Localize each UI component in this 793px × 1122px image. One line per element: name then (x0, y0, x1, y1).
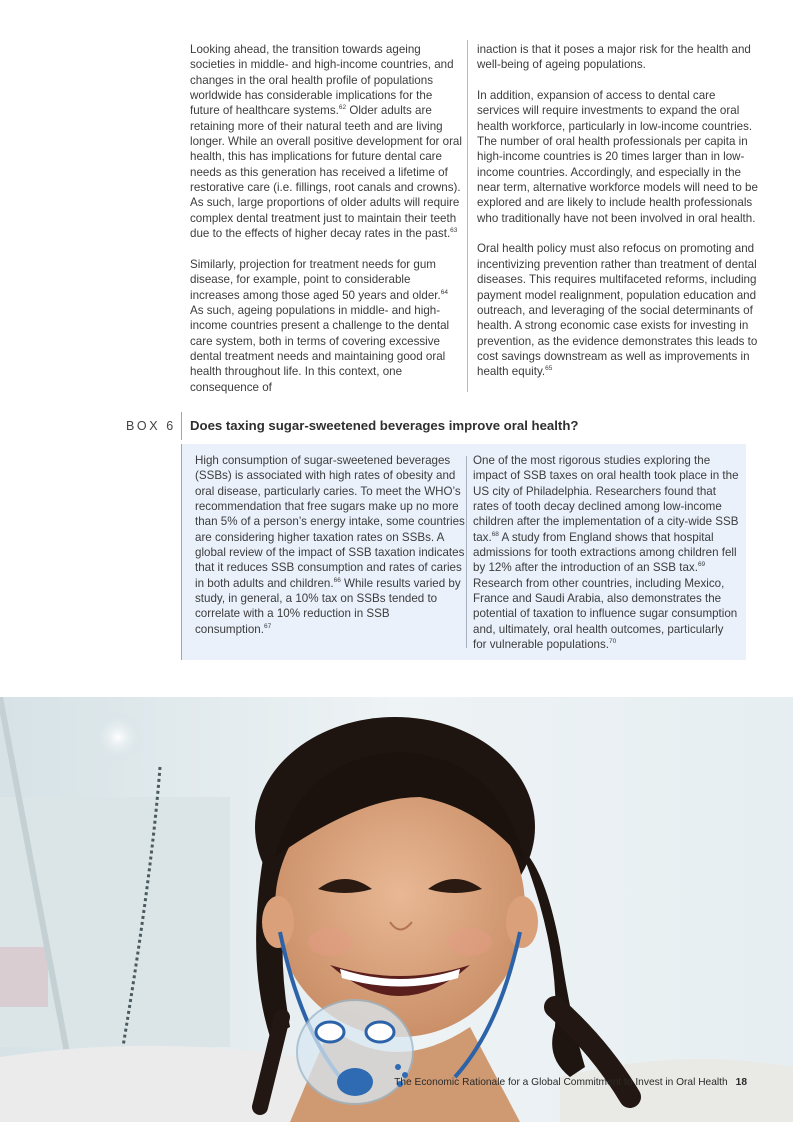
main-column-left (190, 42, 462, 395)
box-label-divider (181, 412, 182, 440)
paragraph: In addition, expansion of access to dental care services will require investments to expand the oral health workforce, particularly in low-income countries. The number of oral health professionals per capita in high-income countries is 20 times larger than in low-income countries. Accordingly, and especially in the near term, alternative workforce models will need to be explored and are likely to include health professionals who traditionally have not been involved in oral health. (477, 89, 758, 225)
box-panel (181, 444, 746, 660)
paragraph: Looking ahead, the transition towards ageing societies in middle- and high-income countries, and changes in the oral health profile of populations worldwide has considerable implications for the future of healthcare systems.$^{62}$ Older adults are retaining more of their natural teeth and are living longer. While an overall positive development for oral health, this has implications for future dental care needs as this generation has received a lifetime of restorative care (i.e. fillings, root canals and crowns). As such, large proportions of older adults will require complex dental treatment just to maintain their teeth due to the effects of higher decay rates in the past.$^{63}$ (190, 43, 462, 241)
box-column-right: One of the most rigorous studies exploring the impact of SSB taxes on oral health took place in the US city of Philadelphia. Researchers found that rates of tooth decay declined among low-income children after the implementation of a city-wide SSB tax.$^{68}$ A study from England shows that hospital admissions for tooth extractions among children fell by 12% after the introduction of an SSB tax.$^{69}$ Research from other countries, including Mexico, France and Saudi Arabia, also demonstrates the potential of taxation to influence sugar consumption and, ultimately, oral health outcomes, particularly for vulnerable populations.$^{70}$ (473, 454, 739, 652)
footer-title: The Economic Rationale for a Global Commitment to Invest in Oral Health (394, 1077, 728, 1088)
page-footer (394, 1077, 747, 1088)
child-with-nebulizer-image (0, 697, 793, 1122)
box-title: Does taxing sugar-sweetened beverages improve oral health? (190, 418, 579, 433)
paragraph: Oral health policy must also refocus on promoting and incentivizing prevention rather than treatment of dental diseases. This requires multifaceted reforms, including payment model realignment, population education and outreach, and leveraging of the social determinants of health. A strong economic case exists for investing in prevention, as the evidence demonstrates this leads to cost savings downstream as well as improvements in health equity.$^{65}$ (477, 242, 758, 379)
box-label: BOX 6 (126, 419, 176, 433)
page-number: 18 (735, 1077, 747, 1088)
paragraph: inaction is that it poses a major risk for the health and well-being of ageing populations. (477, 43, 751, 72)
box-column-divider (466, 456, 467, 648)
main-column-right (467, 42, 759, 380)
box-column-left: High consumption of sugar-sweetened beverages (SSBs) is associated with high rates of obesity and oral disease, particularly caries. To meet the WHO’s recommendation that free sugars make up no more than 5% of a person’s energy intake, some countries are considering higher taxation rates on SSBs. A global review of the impact of SSB taxation indicates that it reduces SSB consumption and rates of caries in both adults and children.$^{66}$ While results varied by study, in general, a 10% tax on SSBs tended to correlate with a 10% reduction in SSB consumption.$^{67}$ (195, 454, 465, 636)
child-photo (0, 697, 793, 1122)
paragraph: Similarly, projection for treatment needs for gum disease, for example, point to considerable increases among those aged 50 years and older.$^{64}$ As such, ageing populations in middle- and high-income countries present a challenge to the dental care system, both in terms of covering excessive dental treatment needs and maintaining good oral health throughout life. In this context, one consequence of (190, 257, 450, 394)
